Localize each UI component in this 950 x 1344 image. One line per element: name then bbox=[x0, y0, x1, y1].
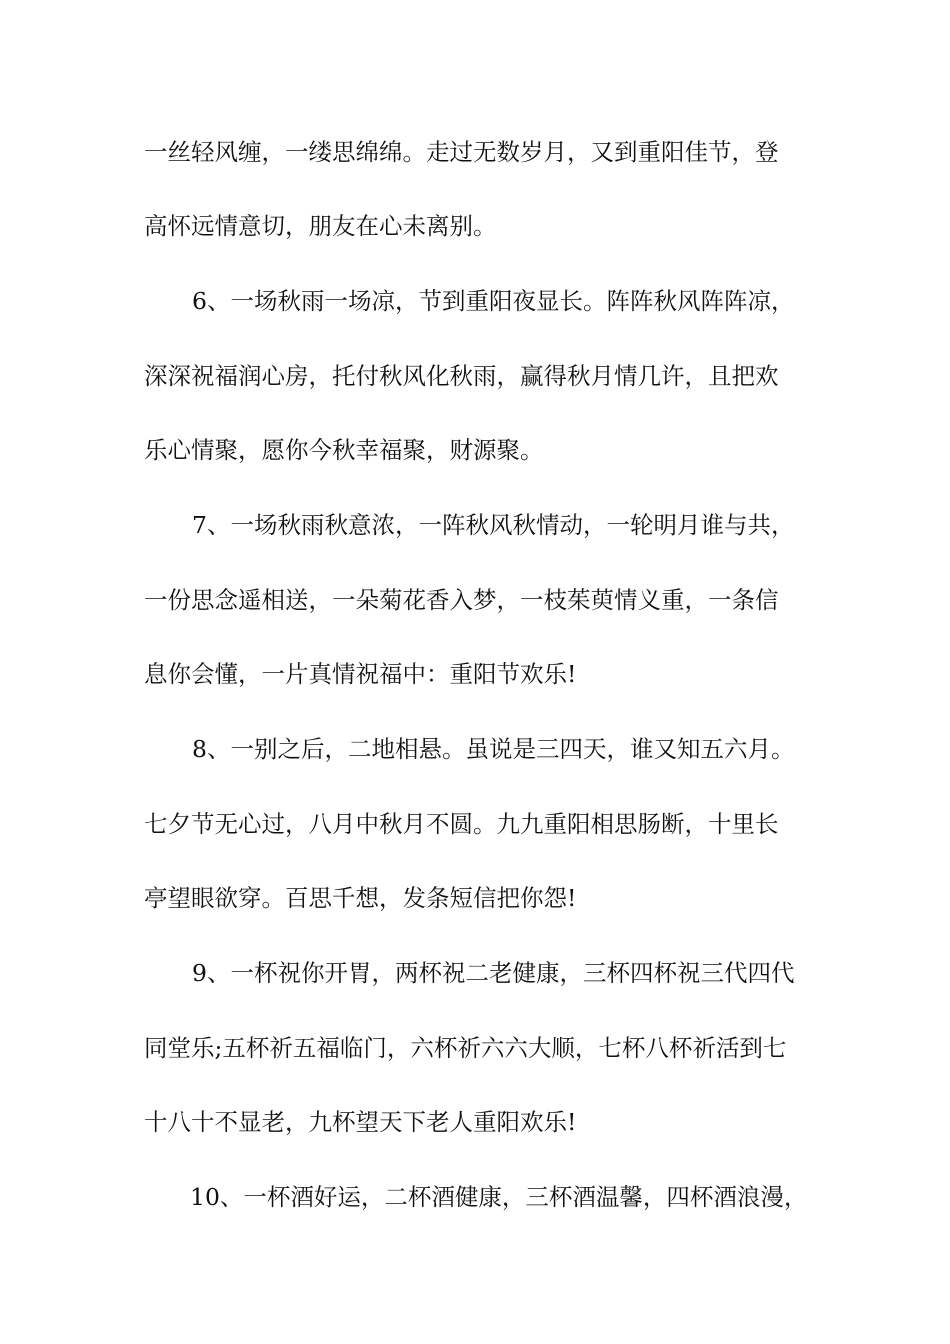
text-line: 深深祝福润心房，托付秋风化秋雨，赢得秋月情几许，且把欢 bbox=[144, 362, 779, 390]
item-9-line: 9、一杯祝你开胃，两杯祝二老健康，三杯四杯祝三代四代 bbox=[192, 959, 795, 987]
text-line: 一份思念遥相送，一朵菊花香入梦，一枝茱萸情义重，一条信 bbox=[144, 586, 779, 614]
text-line: 十八十不显老，九杯望天下老人重阳欢乐! bbox=[144, 1108, 577, 1136]
item-10-line: 10、一杯酒好运，二杯酒健康，三杯酒温馨，四杯酒浪漫， bbox=[190, 1183, 808, 1211]
item-7-line: 7、一场秋雨秋意浓，一阵秋风秋情动，一轮明月谁与共， bbox=[192, 511, 795, 539]
text-line: 亭望眼欲穿。百思千想，发条短信把你怨! bbox=[144, 884, 577, 912]
text-line: 息你会懂，一片真情祝福中：重阳节欢乐! bbox=[144, 660, 577, 688]
text-line: 高怀远情意切，朋友在心未离别。 bbox=[144, 212, 497, 240]
item-8-line: 8、一别之后，二地相悬。虽说是三四天，谁又知五六月。 bbox=[192, 735, 795, 763]
text-line: 同堂乐;五杯祈五福临门，六杯祈六六大顺，七杯八杯祈活到七 bbox=[144, 1034, 787, 1062]
text-line: 一丝轻风缠，一缕思绵绵。走过无数岁月，又到重阳佳节，登 bbox=[144, 138, 779, 166]
item-6-line: 6、一场秋雨一场凉，节到重阳夜显长。阵阵秋风阵阵凉， bbox=[192, 287, 795, 315]
text-line: 七夕节无心过，八月中秋月不圆。九九重阳相思肠断，十里长 bbox=[144, 810, 779, 838]
text-line: 乐心情聚，愿你今秋幸福聚，财源聚。 bbox=[144, 436, 544, 464]
